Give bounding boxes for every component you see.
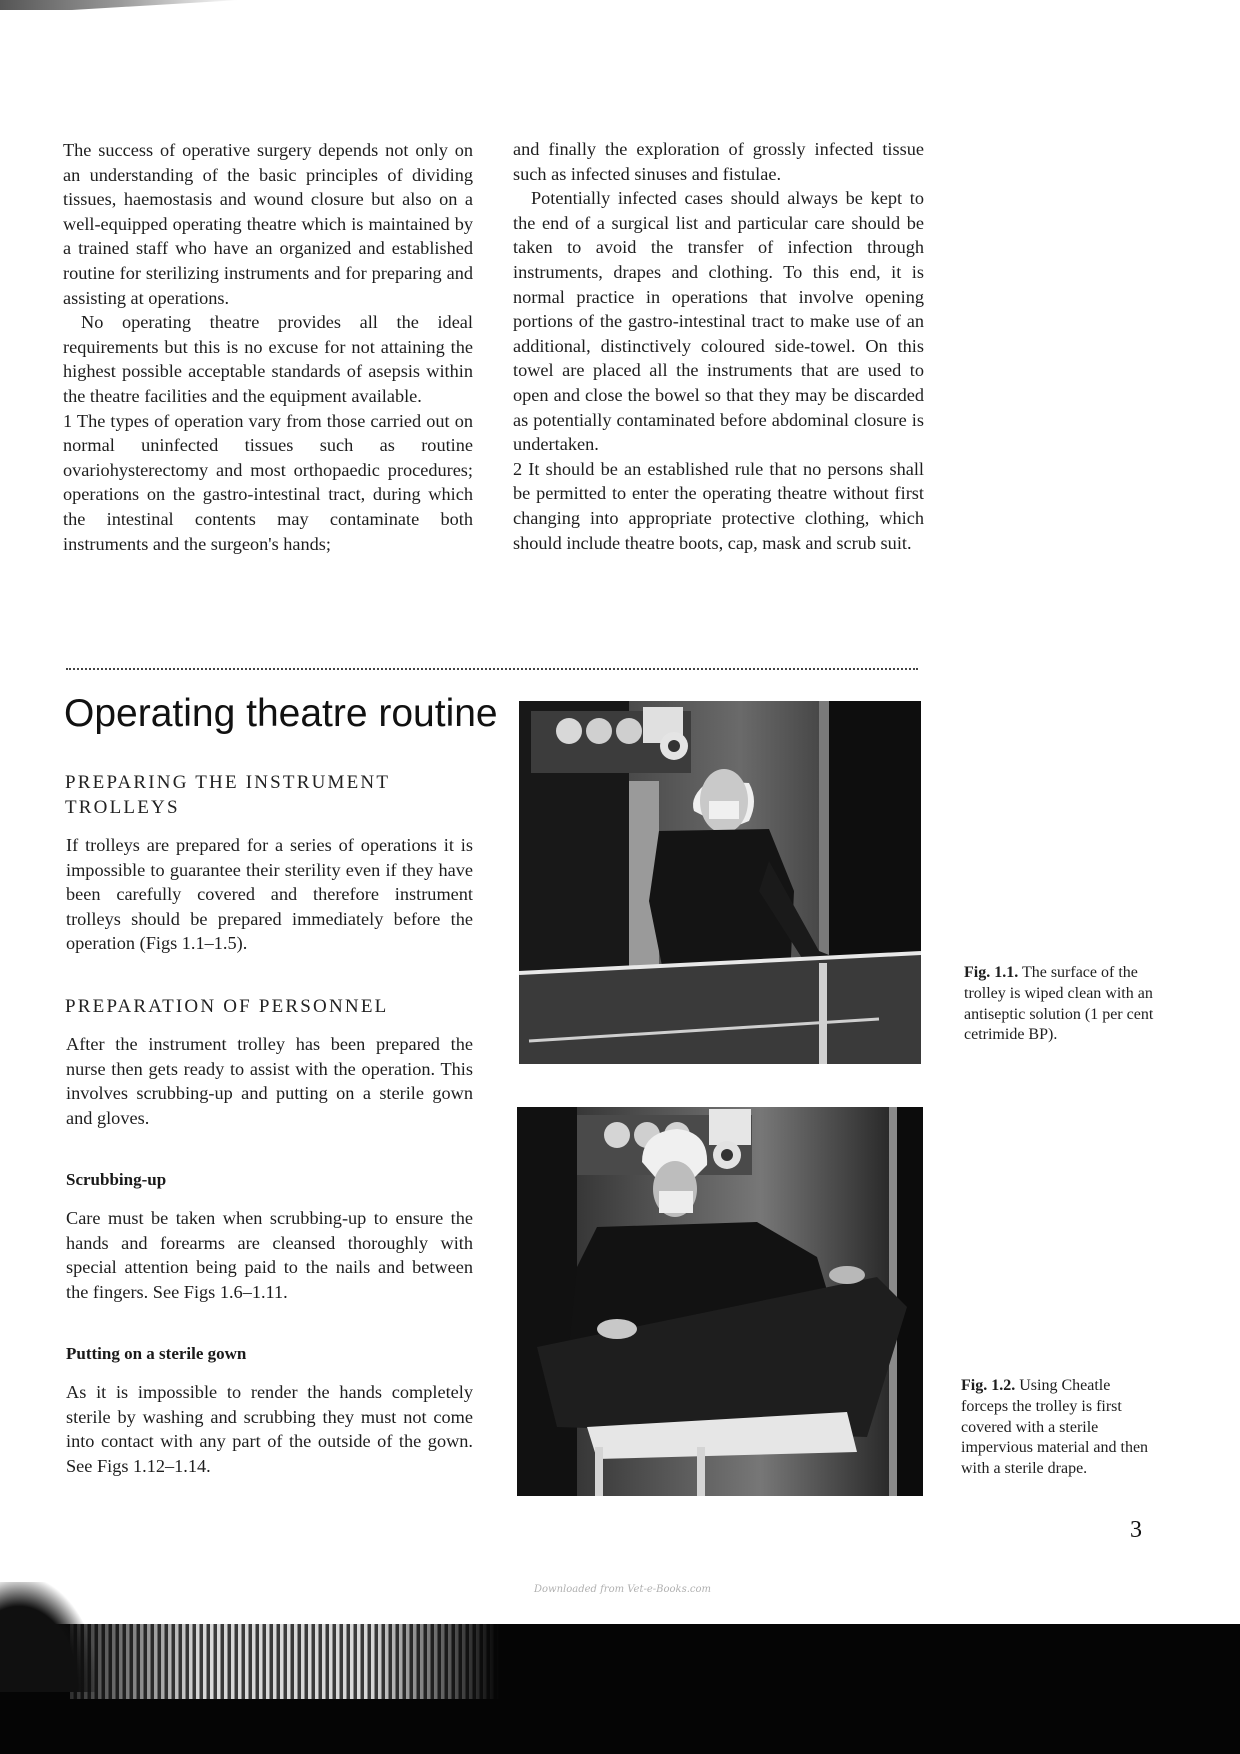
heading-sterile-gown: Putting on a sterile gown xyxy=(66,1344,247,1363)
figure-1-1-image xyxy=(519,701,921,1064)
figure-1-2-photo xyxy=(517,1107,923,1496)
heading-scrubbing-up: Scrubbing-up xyxy=(66,1170,167,1189)
section-divider xyxy=(66,668,918,670)
figure-1-1-photo xyxy=(519,701,921,1064)
intro-paragraph: 1 The types of operation vary from those carried out on normal uninfected tissues such as routine ovariohysterectomy and most orthopaedic procedures; operations on the gastro-intestinal tract, during which the intestinal contents may contaminate both instruments and the surgeon's hands; xyxy=(63,410,473,554)
paragraph-preparation-of-personnel: After the instrument trolley has been prepared the nurse then gets ready to assist with the operation. This involves scrubbing-up and putting on a sterile gown and gloves. xyxy=(66,1034,473,1128)
page-number: 3 xyxy=(1130,1517,1142,1543)
scan-edge-mark xyxy=(0,0,240,10)
figure-1-1-caption xyxy=(964,963,1154,1046)
scan-corner-shadow xyxy=(0,1582,95,1692)
intro-paragraph: Potentially infected cases should always be kept to the end of a surgical list and particular care should be taken to avoid the transfer of infection through instruments, drapes and clothing. To this end, it is normal practice in operations that involve opening portions of the gastro-intestinal tract to make use of an additional, distinctively coloured side-towel. On this towel are placed all the instruments that are used to open and close the bowel so that they may be discarded as potentially contaminated before abdominal closure is undertaken. xyxy=(513,188,924,455)
paragraph-scrubbing-up: Care must be taken when scrubbing-up to ensure the hands and forearms are cleansed thoroughly with special attention being paid to the nails and between the fingers. See Figs 1.6–1.11. xyxy=(66,1208,473,1302)
figure-label: Fig. 1.1. xyxy=(964,964,1019,981)
intro-paragraph: and finally the exploration of grossly infected tissue such as infected sinuses and fistulae. xyxy=(513,139,924,184)
caption-text: Using Cheatle forceps the trolley is first covered with a sterile impervious material and then with a sterile drape. xyxy=(961,1377,1149,1478)
caption-text: The surface of the trolley is wiped clean with an antiseptic solution (1 per cent cetrimide BP). xyxy=(964,964,1154,1044)
paragraph-sterile-gown: As it is impossible to render the hands completely sterile by washing and scrubbing they must not come into contact with any part of the outside of the gown. See Figs 1.12–1.14. xyxy=(66,1382,473,1476)
intro-paragraph: 2 It should be an established rule that no persons shall be permitted to enter the operating theatre without first changing into appropriate protective clothing, which should include theatre boots, cap, mask and scrub suit. xyxy=(513,458,924,553)
intro-paragraph: No operating theatre provides all the ideal requirements but this is no excuse for not attaining the highest possible acceptable standards of asepsis within the theatre facilities and the equipment available. xyxy=(63,312,473,406)
scan-bottom-stripes xyxy=(70,1624,500,1699)
subheading-preparation-of-personnel: PREPARATION OF PERSONNEL xyxy=(65,996,389,1017)
download-watermark: Downloaded from Vet-e-Books.com xyxy=(533,1584,712,1595)
intro-left-column xyxy=(63,138,473,556)
paragraph-instrument-trolleys: If trolleys are prepared for a series of operations it is impossible to guarantee their sterility even if they have been carefully covered and therefore instrument trolleys should be prepared immediately before the operation (Figs 1.1–1.5). xyxy=(66,835,473,954)
intro-paragraph: The success of operative surgery depends not only on an understanding of the basic principles of dividing tissues, haemostasis and wound closure but also on a well-equipped operating theatre which is maintained by a trained staff who have an organized and established routine for sterilizing instruments and for preparing and assisting at operations. xyxy=(63,140,473,308)
intro-right-column xyxy=(513,137,924,555)
subheading-instrument-trolleys: PREPARING THE INSTRUMENT TROLLEYS xyxy=(65,772,390,818)
figure-1-2-caption xyxy=(961,1376,1151,1480)
section-title: Operating theatre routine xyxy=(64,692,498,735)
figure-1-2-image xyxy=(517,1107,923,1496)
figure-label: Fig. 1.2. xyxy=(961,1377,1016,1394)
